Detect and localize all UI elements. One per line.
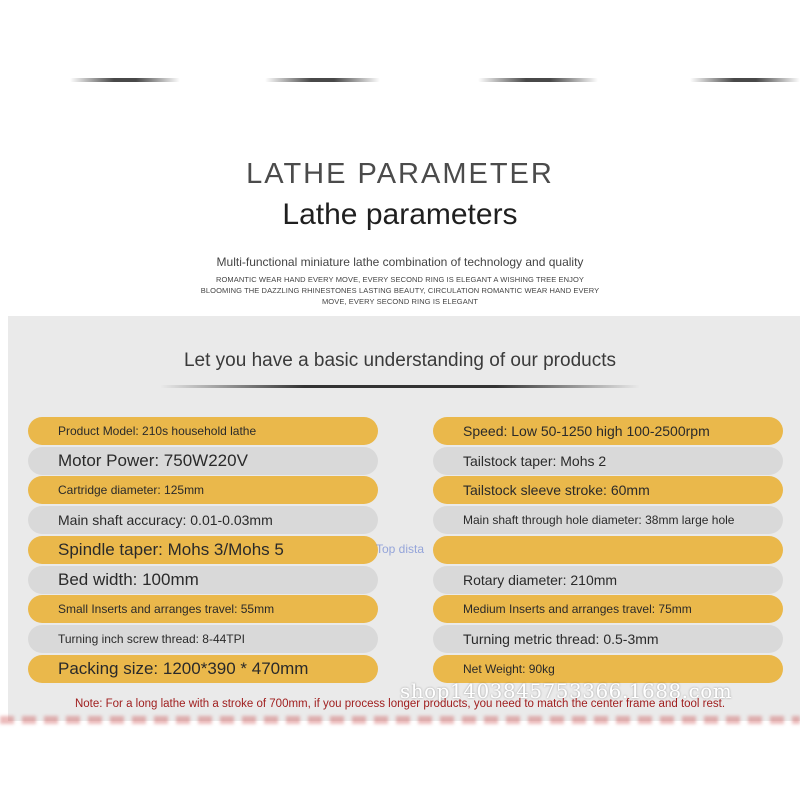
spec-medium-inserts-travel: Medium Inserts and arranges travel: 75mm (433, 595, 783, 623)
spec-tailstock-sleeve-stroke: Tailstock sleeve stroke: 60mm (433, 476, 783, 504)
page-subtitle: Lathe parameters (282, 198, 518, 231)
page-title: LATHE PARAMETER (246, 158, 554, 190)
spec-main-shaft-accuracy: Main shaft accuracy: 0.01-0.03mm (28, 506, 378, 534)
spec-small-inserts-travel: Small Inserts and arranges travel: 55mm (28, 595, 378, 623)
top-divider-4 (690, 78, 800, 82)
shop-watermark: shop1403845753366.1688.com (400, 679, 733, 703)
bottom-decoration (0, 716, 800, 724)
spec-metric-thread: Turning metric thread: 0.5-3mm (433, 625, 783, 653)
spec-speed: Speed: Low 50-1250 high 100-2500rpm (433, 417, 783, 445)
spec-through-hole-diameter: Main shaft through hole diameter: 38mm large hole (433, 506, 783, 534)
small-print-line: BLOOMING THE DAZZLING RHINESTONES LASTING BEAUTY, CIRCULATION ROMANTIC WEAR HAND EVERY (200, 286, 600, 295)
top-divider-3 (478, 78, 598, 82)
spec-tailstock-taper: Tailstock taper: Mohs 2 (433, 447, 783, 475)
spec-spindle-taper: Spindle taper: Mohs 3/Mohs 5 (28, 536, 378, 564)
spec-packing-size: Packing size: 1200*390 * 470mm (28, 655, 378, 683)
spec-product-model: Product Model: 210s household lathe (28, 417, 378, 445)
panel-divider (160, 385, 640, 388)
spec-rotary-diameter: Rotary diameter: 210mm (433, 566, 783, 594)
small-print (180, 274, 620, 307)
spec-net-weight: Net Weight: 90kg (433, 655, 783, 683)
spec-inch-screw-thread: Turning inch screw thread: 8-44TPI (28, 625, 378, 653)
partial-overlay-text: Top dista (376, 542, 425, 556)
spec-top-distance (433, 536, 783, 564)
note-text: Note: For a long lathe with a stroke of 700mm, if you process longer products, you need to match the center frame and tool rest. (74, 698, 726, 710)
spec-bed-width: Bed width: 100mm (28, 566, 378, 594)
panel-heading: Let you have a basic understanding of our products (183, 350, 616, 371)
small-print-line: MOVE, EVERY SECOND RING IS ELEGANT (321, 297, 479, 306)
small-print-line: ROMANTIC WEAR HAND EVERY MOVE, EVERY SECOND RING IS ELEGANT A WISHING TREE ENJOY (215, 275, 585, 284)
tagline: Multi-functional miniature lathe combination of technology and quality (216, 255, 584, 269)
top-divider-2 (265, 78, 380, 82)
spec-cartridge-diameter: Cartridge diameter: 125mm (28, 476, 378, 504)
spec-motor-power: Motor Power: 750W220V (28, 447, 378, 475)
top-divider-1 (70, 78, 180, 82)
